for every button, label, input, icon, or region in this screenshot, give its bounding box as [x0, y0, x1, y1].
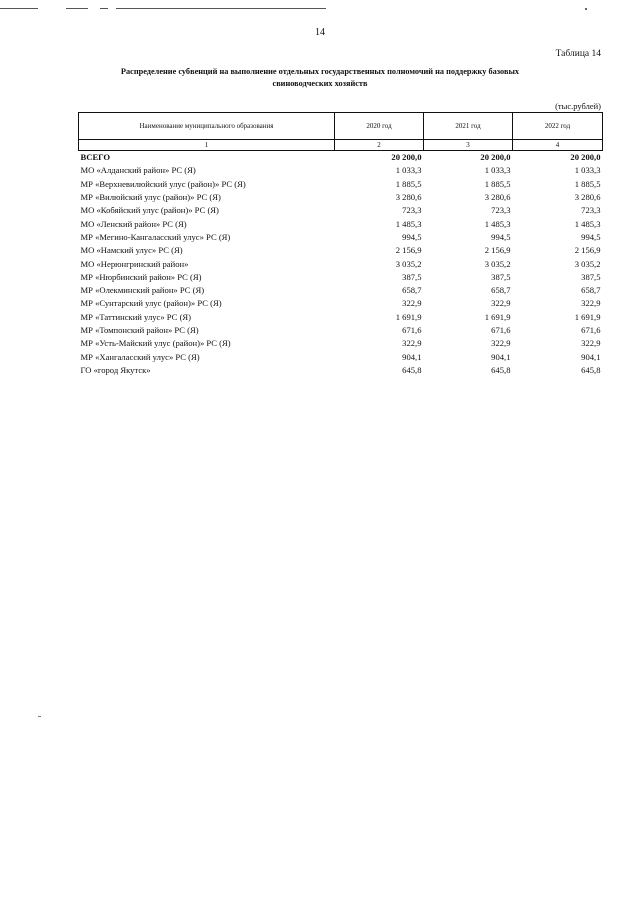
- row-name: МО «Кобяйский улус (район)» РС (Я): [80, 205, 219, 216]
- column-number-row: [79, 140, 603, 151]
- row-value-2020: 3 280,6: [395, 192, 422, 203]
- column-number: 1: [79, 140, 335, 151]
- row-name: МР «Хангаласский улус» РС (Я): [80, 351, 200, 362]
- row-value-2020: 658,7: [402, 285, 422, 296]
- column-number: 2: [335, 140, 424, 151]
- row-value-2022: 1 885,5: [574, 178, 601, 189]
- table-row: [79, 337, 603, 350]
- row-value-2021: 1 691,9: [484, 311, 511, 322]
- row-value-2022: 322,9: [581, 338, 601, 349]
- row-value-2021: 322,9: [491, 298, 511, 309]
- row-value-2022: 904,1: [581, 351, 601, 362]
- scan-artifact-line: [66, 8, 88, 9]
- row-value-2022: 3 035,2: [574, 258, 601, 269]
- row-name: МО «Нерюнгринский район»: [80, 258, 189, 269]
- row-value-2022: 20 200,0: [570, 152, 601, 163]
- row-name: МР «Таттинский улус» РС (Я): [80, 311, 192, 322]
- row-value-2022: 645,8: [581, 364, 601, 375]
- scan-artifact-line: [0, 8, 38, 9]
- table-row: [79, 364, 603, 377]
- row-value-2020: 671,6: [402, 325, 422, 335]
- row-value-2021: 387,5: [491, 271, 511, 282]
- row-name: МР «Томпонский район» РС (Я): [80, 325, 199, 335]
- row-value-2021: 322,9: [491, 338, 511, 349]
- table-row: [79, 271, 603, 284]
- row-value-2022: 723,3: [581, 205, 601, 216]
- row-value-2022: 387,5: [581, 271, 601, 282]
- row-value-2021: 723,3: [491, 205, 511, 216]
- scan-artifact-line: [100, 8, 108, 9]
- column-header-2020: 2020 год: [335, 113, 424, 140]
- row-value-2022: 1 485,3: [574, 218, 601, 229]
- row-value-2021: 3 035,2: [484, 258, 511, 269]
- document-title: Распределение субвенций на выполнение отдельных государственных полномочий на поддержку базовых свиноводческих хозяйств: [120, 67, 520, 88]
- row-name: МР «Вилюйский улус (район)» РС (Я): [80, 192, 221, 203]
- table-row: [79, 191, 603, 204]
- row-value-2022: 1 691,9: [574, 311, 601, 322]
- row-value-2020: 322,9: [402, 338, 422, 349]
- row-value-2020: 1 691,9: [395, 311, 422, 322]
- row-value-2020: 994,5: [402, 231, 422, 242]
- row-name: МР «Нюрбинский район» РС (Я): [80, 271, 202, 282]
- row-value-2020: 20 200,0: [391, 152, 422, 163]
- row-value-2020: 723,3: [402, 205, 422, 216]
- scan-artifact-mark: [38, 716, 41, 717]
- row-value-2022: 671,6: [581, 325, 601, 335]
- units-label: (тыс.рублей): [555, 101, 601, 111]
- row-value-2022: 1 033,3: [574, 165, 601, 176]
- row-value-2020: 2 156,9: [395, 245, 422, 256]
- row-value-2020: 387,5: [402, 271, 422, 282]
- table-row: [79, 244, 603, 257]
- table-row: [79, 324, 603, 337]
- row-name: МР «Олекминский район» РС (Я): [80, 285, 205, 296]
- table-row: [79, 311, 603, 324]
- row-value-2022: 322,9: [581, 298, 601, 309]
- row-value-2020: 904,1: [402, 351, 422, 362]
- row-name: ВСЕГО: [80, 152, 111, 163]
- table-row: [79, 217, 603, 230]
- row-name: МР «Усть-Майский улус (район)» РС (Я): [80, 338, 231, 349]
- row-value-2021: 658,7: [491, 285, 511, 296]
- column-header-name: Наименование муниципального образования: [79, 113, 335, 140]
- column-header-2021: 2021 год: [424, 113, 513, 140]
- row-name: МО «Ленский район» РС (Я): [80, 218, 187, 229]
- row-name: МР «Сунтарский улус (район)» РС (Я): [80, 298, 222, 309]
- column-header-2022: 2022 год: [513, 113, 603, 140]
- scan-artifact-dot: [585, 8, 587, 10]
- row-name: МР «Верхневилюйский улус (район)» РС (Я): [80, 178, 246, 189]
- row-value-2021: 2 156,9: [484, 245, 511, 256]
- column-number: 3: [424, 140, 513, 151]
- row-value-2022: 994,5: [581, 231, 601, 242]
- row-name: ГО «город Якутск»: [80, 364, 151, 375]
- row-name: МО «Алданский район» РС (Я): [80, 165, 196, 176]
- row-value-2020: 322,9: [402, 298, 422, 309]
- table-row: [79, 257, 603, 270]
- table-label: Таблица 14: [555, 49, 601, 59]
- row-value-2020: 1 033,3: [395, 165, 422, 176]
- row-value-2020: 3 035,2: [395, 258, 422, 269]
- subsidy-table: [78, 112, 603, 377]
- page-number: 14: [315, 27, 325, 38]
- scan-artifact-line: [116, 8, 326, 9]
- row-value-2021: 994,5: [491, 231, 511, 242]
- row-value-2021: 671,6: [491, 325, 511, 335]
- row-value-2021: 1 033,3: [484, 165, 511, 176]
- row-value-2021: 645,8: [491, 364, 511, 375]
- table-header-row: [79, 113, 603, 140]
- table-row: [79, 297, 603, 310]
- row-value-2020: 1 485,3: [395, 218, 422, 229]
- table-row: [79, 204, 603, 217]
- row-value-2021: 3 280,6: [484, 192, 511, 203]
- table-row: [79, 231, 603, 244]
- row-name: МР «Мегино-Кангаласский улус» РС (Я): [80, 231, 231, 242]
- table-row: [79, 178, 603, 191]
- column-number: 4: [513, 140, 603, 151]
- row-value-2022: 2 156,9: [574, 245, 601, 256]
- row-value-2021: 904,1: [491, 351, 511, 362]
- table-row: [79, 164, 603, 177]
- table-row-total: [79, 151, 603, 165]
- row-value-2022: 658,7: [581, 285, 601, 296]
- row-value-2022: 3 280,6: [574, 192, 601, 203]
- table-row: [79, 284, 603, 297]
- row-name: МО «Намский улус» РС (Я): [80, 245, 183, 256]
- row-value-2020: 645,8: [402, 364, 422, 375]
- row-value-2020: 1 885,5: [395, 178, 422, 189]
- row-value-2021: 1 485,3: [484, 218, 511, 229]
- table-row: [79, 350, 603, 363]
- row-value-2021: 1 885,5: [484, 178, 511, 189]
- row-value-2021: 20 200,0: [480, 152, 511, 163]
